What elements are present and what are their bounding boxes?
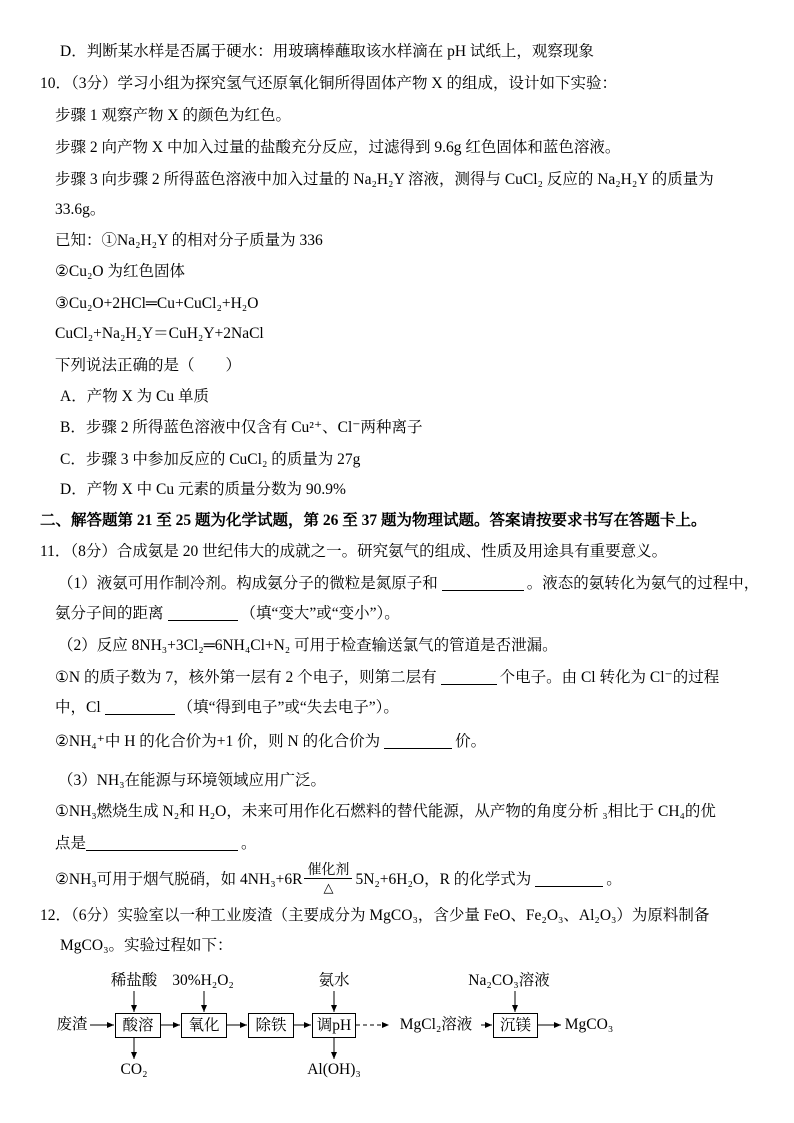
q10-step-3: 步骤 3 向步骤 2 所得蓝色溶液中加入过量的 Na₂H₂Y 溶液，测得与 CuCl₂ 反应的 Na₂H₂Y 的质量为 xyxy=(55,171,714,188)
q11-part3-sub1-line1: ①NH₃燃烧生成 N₂和 H₂O，未来可用作化石燃料的替代能源，从产物的角度分析 ₃相比于 CH₄的优 xyxy=(55,803,716,820)
q10-step-1: 步骤 1 观察产物 X 的颜色为红色。 xyxy=(55,107,291,124)
q11-part3-sub2-text-a: ②NH₃可用于烟气脱硝，如 4NH₃+6R xyxy=(55,871,303,888)
q10-given-1: 已知：①Na₂H₂Y 的相对分子质量为 336 xyxy=(55,232,323,249)
q11-part1-text-c: 氨分子间的距离 xyxy=(55,605,164,622)
q10-option-d: D．产物 X 中 Cu 元素的质量分数为 90.9% xyxy=(60,481,346,498)
q11-part2-sub1-text-d: （填“得到电子”或“失去电子”）。 xyxy=(177,699,399,716)
q10-step-2: 步骤 2 向产物 X 中加入过量的盐酸充分反应，过滤得到 9.6g 红色固体和蓝色溶液。 xyxy=(55,139,621,156)
q11-part3-sub1-text-b: 。 xyxy=(241,835,257,852)
answer-blank-q11-1b xyxy=(168,607,238,621)
q10-option-c: C．步骤 3 中参加反应的 CuCl₂ 的质量为 27g xyxy=(60,451,361,468)
flow-step-adjust-ph: 调pH xyxy=(312,1013,356,1038)
q11-part2-sub1-line1 xyxy=(55,668,719,688)
reaction-condition-heat: △ xyxy=(323,880,334,895)
flow-step-acid-dissolve: 酸溶 xyxy=(115,1013,161,1038)
answer-blank-q11-2b xyxy=(105,701,175,715)
flow-reagent-h2o2: 30%H₂O₂ xyxy=(172,972,234,989)
q11-part1-text-b: 。液态的氨转化为氨气的过程中， xyxy=(526,575,760,592)
q11-part3-sub2 xyxy=(55,863,622,895)
q9-option-d: D．判断某水样是否属于硬水：用玻璃棒蘸取该水样滴在 pH 试纸上，观察现象 xyxy=(60,43,594,60)
q11-stem: 11．（8分）合成氨是 20 世纪伟大的成就之一。研究氨气的组成、性质及用途具有重要意义。 xyxy=(40,543,668,560)
q11-part2-sub1-text-a: ①N 的质子数为 7，核外第一层有 2 个电子，则第二层有 xyxy=(55,669,437,686)
reaction-condition-arrow xyxy=(304,863,352,895)
answer-blank-q11-2c xyxy=(384,735,452,749)
q11-part3-sub1-line2 xyxy=(55,834,257,854)
q11-part2-sub1-text-c: 中，Cl xyxy=(55,699,101,716)
reaction-condition-catalyst: 催化剂 xyxy=(307,863,350,878)
q10-step-3-continued: 33.6g。 xyxy=(55,201,106,218)
q11-part3-intro: （3）NH₃在能源与环境领域应用广泛。 xyxy=(58,772,327,789)
q11-part3-sub1-text-a: 点是 xyxy=(55,835,87,852)
flow-reagent-hcl: 稀盐酸 xyxy=(110,972,158,989)
q11-part1-line2 xyxy=(55,604,400,624)
flow-reagent-ammonia: 氨水 xyxy=(318,972,350,989)
q11-part2-sub1-text-b: 个电子。由 Cl 转化为 Cl⁻的过程 xyxy=(499,669,720,686)
flow-raw-material: 废渣 xyxy=(56,1016,88,1033)
flow-intermediate: MgCl₂溶液 xyxy=(399,1016,473,1033)
q12-stem-line2: MgCO₃。实验过程如下： xyxy=(60,937,233,954)
flow-byproduct-co2: CO₂ xyxy=(120,1061,148,1078)
q10-given-2: ②Cu₂O 为红色固体 xyxy=(55,263,185,280)
q10-option-a: A．产物 X 为 Cu 单质 xyxy=(60,388,209,405)
q11-part2-sub1-line2 xyxy=(55,698,399,718)
q11-part2-sub2-text-a: ②NH₄⁺中 H 的化合价为+1 价，则 N 的化合价为 xyxy=(55,733,381,750)
q10-stem: 10．（3分）学习小组为探究氢气还原氧化铜所得固体产物 X 的组成，设计如下实验： xyxy=(40,75,617,92)
answer-blank-q11-1a xyxy=(442,577,524,591)
q11-part1-text-d: （填“变大”或“变小”）。 xyxy=(240,605,400,622)
flow-step-precipitate-mg: 沉镁 xyxy=(493,1013,538,1038)
answer-blank-q11-3b xyxy=(535,873,603,887)
q11-part2-intro: （2）反应 8NH₃+3Cl₂═6NH₄Cl+N₂ 可用于检查输送氯气的管道是否泄漏。 xyxy=(58,637,558,654)
flow-byproduct-aloh3: Al(OH)₃ xyxy=(307,1061,361,1078)
flow-reagent-na2co3: Na₂CO₃溶液 xyxy=(468,972,550,989)
q11-part3-sub2-text-b: 5N₂+6H₂O，R 的化学式为 xyxy=(355,871,532,888)
q10-given-4: CuCl₂+Na₂H₂Y＝CuH₂Y+2NaCl xyxy=(55,325,264,342)
q11-part3-sub2-text-c: 。 xyxy=(606,871,622,888)
q10-option-b: B．步骤 2 所得蓝色溶液中仅含有 Cu²⁺、Cl⁻两种离子 xyxy=(60,419,423,436)
q10-given-3: ③Cu₂O+2HCl═Cu+CuCl₂+H₂O xyxy=(55,295,259,312)
q11-part1-text-a: （1）液氨可用作制冷剂。构成氨分子的微粒是氮原子和 xyxy=(58,575,438,592)
answer-blank-q11-2a xyxy=(441,671,497,685)
q12-stem-line1: 12．（6分）实验室以一种工业废渣（主要成分为 MgCO₃，含少量 FeO、Fe₂O₃、Al₂O₃）为原料制备 xyxy=(40,907,710,924)
answer-blank-q11-3a xyxy=(86,837,238,851)
flow-product: MgCO₃ xyxy=(564,1016,614,1033)
q11-part1-line1 xyxy=(58,574,759,594)
flow-step-remove-iron: 除铁 xyxy=(248,1013,294,1038)
q10-prompt: 下列说法正确的是（ ） xyxy=(55,357,242,374)
q11-part2-sub2-text-b: 价。 xyxy=(455,733,487,750)
q11-part2-sub2 xyxy=(55,732,486,752)
flow-step-oxidize: 氧化 xyxy=(181,1013,227,1038)
section-heading: 二、解答题第 21 至 25 题为化学试题，第 26 至 37 题为物理试题。答案请按要求书写在答题卡上。 xyxy=(40,512,707,529)
